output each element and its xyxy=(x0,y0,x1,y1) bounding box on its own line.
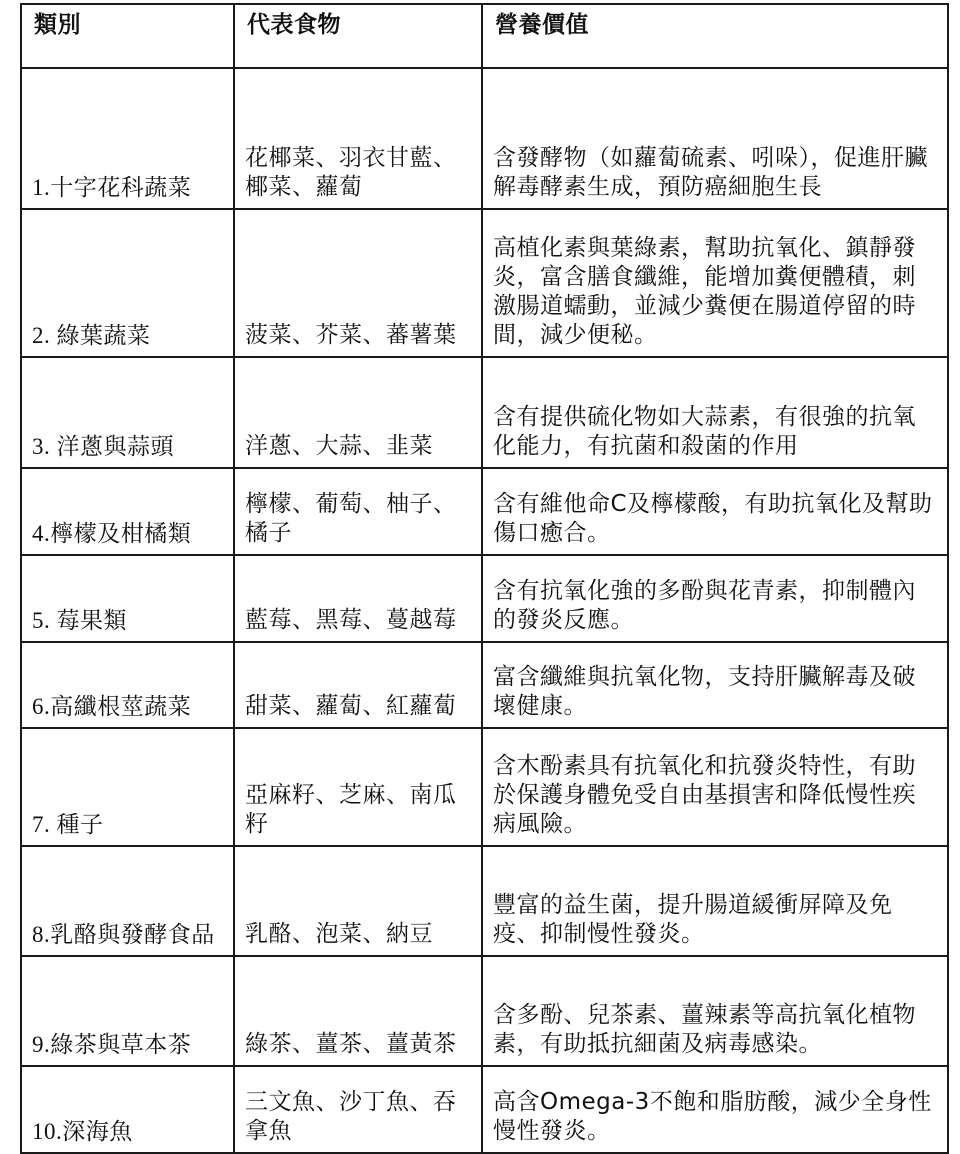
table-row xyxy=(21,555,948,642)
category-cell: 7. 種子 xyxy=(21,728,234,846)
table-row xyxy=(21,68,948,209)
table-header-row xyxy=(21,4,948,68)
value-cell: 含多酚、兒茶素、薑辣素等高抗氧化植物素，有助抵抗細菌及病毒感染。 xyxy=(482,956,948,1066)
foods-cell: 洋蔥、大蒜、韭菜 xyxy=(234,357,482,468)
category-cell: 8.乳酪與發酵食品 xyxy=(21,846,234,956)
value-cell: 含有提供硫化物如大蒜素，有很強的抗氧化能力，有抗菌和殺菌的作用 xyxy=(482,357,948,468)
category-cell: 6.高纖根莖蔬菜 xyxy=(21,642,234,728)
category-cell: 4.檸檬及柑橘類 xyxy=(21,468,234,555)
foods-cell: 甜菜、蘿蔔、紅蘿蔔 xyxy=(234,642,482,728)
foods-cell: 三文魚、沙丁魚、吞拿魚 xyxy=(234,1066,482,1153)
table-row xyxy=(21,728,948,846)
value-cell: 含木酚素具有抗氧化和抗發炎特性，有助於保護身體免受自由基損害和降低慢性疾病風險。 xyxy=(482,728,948,846)
value-cell: 豐富的益生菌，提升腸道緩衝屏障及免疫、抑制慢性發炎。 xyxy=(482,846,948,956)
category-cell: 2. 綠葉蔬菜 xyxy=(21,209,234,357)
foods-cell: 綠茶、薑茶、薑黃茶 xyxy=(234,956,482,1066)
table-row xyxy=(21,468,948,555)
table-row xyxy=(21,357,948,468)
nutrition-table xyxy=(20,3,949,1154)
foods-cell: 菠菜、芥菜、蕃薯葉 xyxy=(234,209,482,357)
category-cell: 1.十字花科蔬菜 xyxy=(21,68,234,209)
value-cell: 富含纖維與抗氧化物，支持肝臟解毒及破壞健康。 xyxy=(482,642,948,728)
table-row xyxy=(21,642,948,728)
header-category: 類別 xyxy=(21,4,234,68)
foods-cell: 亞麻籽、芝麻、南瓜籽 xyxy=(234,728,482,846)
header-representative-food: 代表食物 xyxy=(234,4,482,68)
category-cell: 9.綠茶與草本茶 xyxy=(21,956,234,1066)
foods-cell: 藍莓、黑莓、蔓越莓 xyxy=(234,555,482,642)
value-cell: 含發酵物（如蘿蔔硫素、吲哚），促進肝臟解毒酵素生成，預防癌細胞生長 xyxy=(482,68,948,209)
header-nutritional-value: 營養價值 xyxy=(482,4,948,68)
table-row xyxy=(21,956,948,1066)
category-cell: 3. 洋蔥與蒜頭 xyxy=(21,357,234,468)
value-cell: 高含Omega-3不飽和脂肪酸，減少全身性慢性發炎。 xyxy=(482,1066,948,1153)
category-cell: 10.深海魚 xyxy=(21,1066,234,1153)
value-cell: 含有抗氧化強的多酚與花青素，抑制體內的發炎反應。 xyxy=(482,555,948,642)
value-cell: 含有維他命C及檸檬酸，有助抗氧化及幫助傷口癒合。 xyxy=(482,468,948,555)
category-cell: 5. 莓果類 xyxy=(21,555,234,642)
foods-cell: 乳酪、泡菜、納豆 xyxy=(234,846,482,956)
foods-cell: 花椰菜、羽衣甘藍、椰菜、蘿蔔 xyxy=(234,68,482,209)
table-row xyxy=(21,1066,948,1153)
value-cell: 高植化素與葉綠素，幫助抗氧化、鎮靜發炎，富含膳食纖維，能增加糞便體積，刺激腸道蠕動，並減少糞便在腸道停留的時間，減少便秘。 xyxy=(482,209,948,357)
table-row xyxy=(21,846,948,956)
foods-cell: 檸檬、葡萄、柚子、橘子 xyxy=(234,468,482,555)
table-row xyxy=(21,209,948,357)
